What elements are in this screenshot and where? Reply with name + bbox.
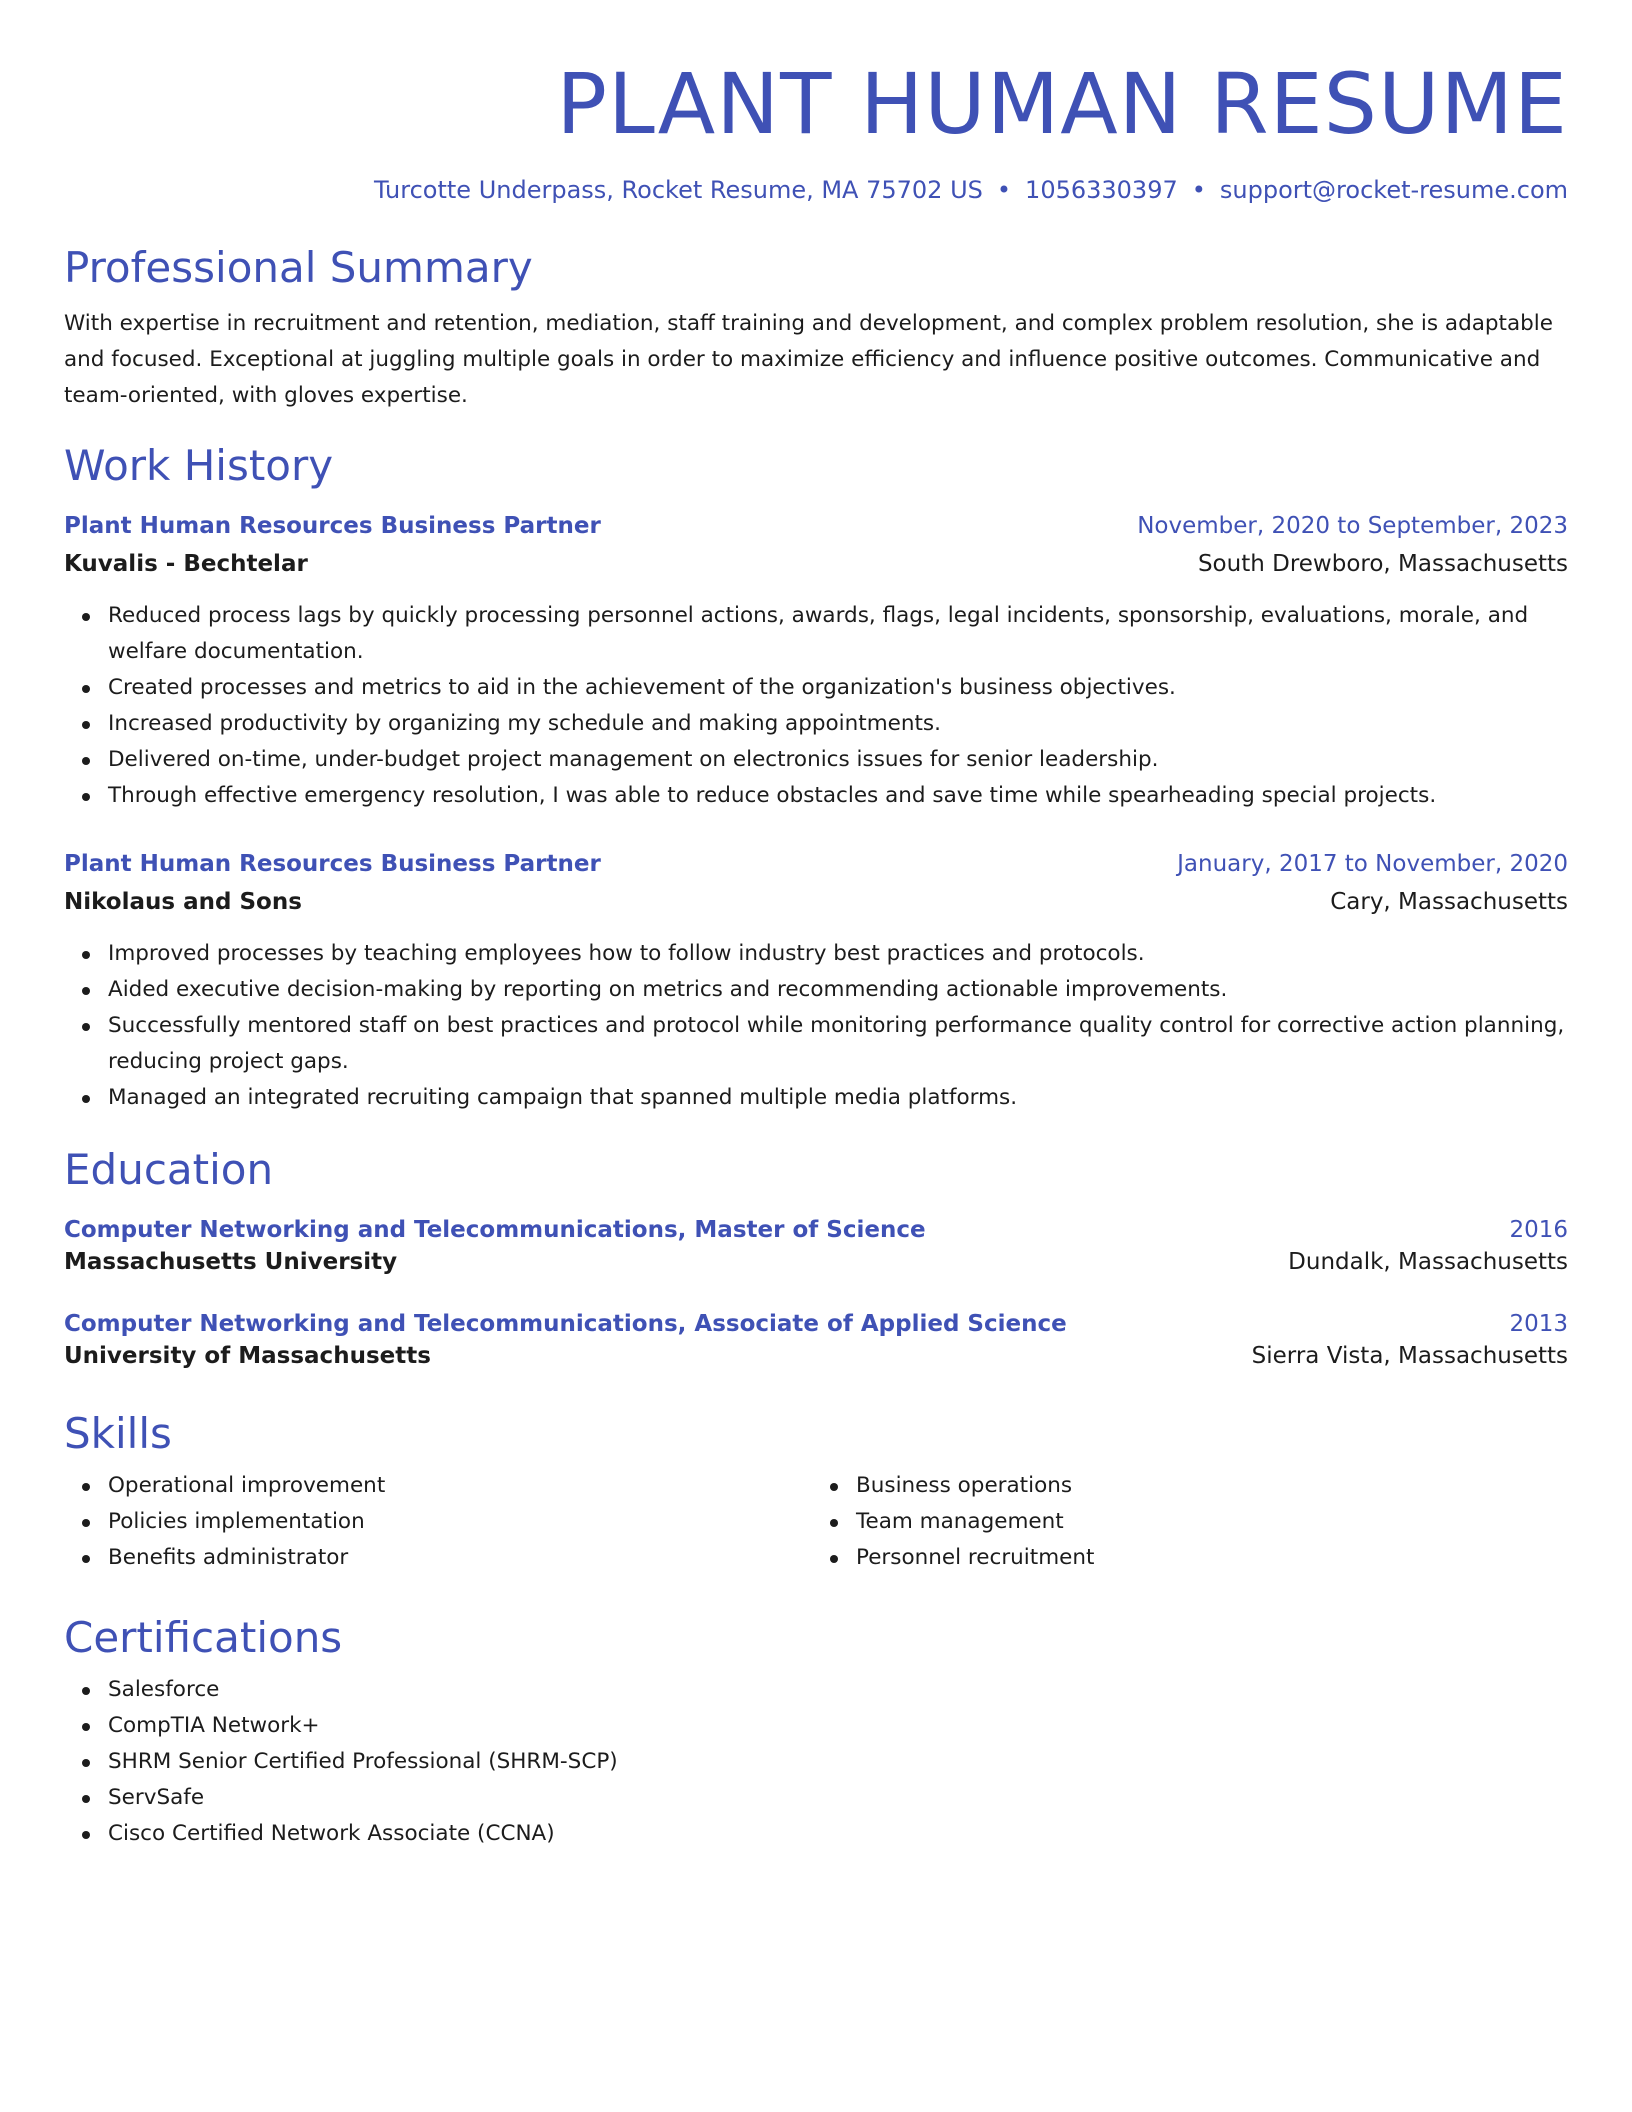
list-item: Improved processes by teaching employees how to follow industry best practices and protocols. xyxy=(108,936,1568,972)
job-title: Plant Human Resources Business Partner xyxy=(64,851,601,877)
certifications-list xyxy=(64,1672,1568,1852)
contact-separator: • xyxy=(996,176,1012,204)
list-item: Managed an integrated recruiting campaign that spanned multiple media platforms. xyxy=(108,1080,1568,1116)
education-header-row xyxy=(64,1214,1568,1246)
education-school: Massachusetts University xyxy=(64,1249,398,1275)
list-item: Business operations xyxy=(856,1468,1568,1504)
education-school-row xyxy=(64,1246,1568,1278)
job-entry xyxy=(64,848,1568,1116)
section-title-work: Work History xyxy=(64,441,334,490)
list-item: Reduced process lags by quickly processing personnel actions, awards, flags, legal incidents, sponsorship, evaluations, morale, and welfare documentation. xyxy=(108,598,1568,670)
list-item: CompTIA Network+ xyxy=(108,1708,1568,1744)
contact-email: support@rocket-resume.com xyxy=(1219,176,1568,204)
job-bullet-list xyxy=(64,598,1568,814)
summary-section xyxy=(64,242,1568,414)
certifications-section xyxy=(64,1612,1568,1852)
education-year: 2013 xyxy=(1509,1311,1568,1337)
summary-text: With expertise in recruitment and retention, mediation, staff training and development, and complex problem resolution, she is adaptable and focused. Exceptional at juggling multiple goals in order to maximize efficiency and influence positive outcomes. Communicative and team-oriented, with gloves expertise. xyxy=(64,311,1554,408)
job-company: Nikolaus and Sons xyxy=(64,889,302,915)
skills-list-right xyxy=(816,1468,1568,1576)
section-title-certifications: Certifications xyxy=(64,1613,343,1662)
contact-line xyxy=(64,174,1568,206)
contact-phone: 1056330397 xyxy=(1025,176,1178,204)
education-entry xyxy=(64,1308,1568,1372)
skills-list-left xyxy=(64,1468,816,1576)
job-company-row xyxy=(64,548,1568,580)
list-item: Successfully mentored staff on best practices and protocol while monitoring performance quality control for corrective action planning, reducing project gaps. xyxy=(108,1008,1568,1080)
skills-section xyxy=(64,1408,1568,1576)
education-school: University of Massachusetts xyxy=(64,1343,431,1369)
job-company-row xyxy=(64,886,1568,918)
education-year: 2016 xyxy=(1509,1217,1568,1243)
skills-grid xyxy=(64,1468,1568,1576)
list-item: SHRM Senior Certified Professional (SHRM-SCP) xyxy=(108,1744,1568,1780)
job-entry xyxy=(64,510,1568,814)
list-item: ServSafe xyxy=(108,1780,1568,1816)
job-title: Plant Human Resources Business Partner xyxy=(64,513,601,539)
education-degree: Computer Networking and Telecommunications, Associate of Applied Science xyxy=(64,1311,1067,1337)
list-item: Increased productivity by organizing my schedule and making appointments. xyxy=(108,706,1568,742)
section-title-summary: Professional Summary xyxy=(64,243,533,292)
job-location: Cary, Massachusetts xyxy=(1330,889,1568,915)
list-item: Personnel recruitment xyxy=(856,1540,1568,1576)
job-header-row xyxy=(64,510,1568,542)
job-bullet-list xyxy=(64,936,1568,1116)
list-item: Aided executive decision-making by reporting on metrics and recommending actionable improvements. xyxy=(108,972,1568,1008)
job-company: Kuvalis - Bechtelar xyxy=(64,551,308,577)
list-item: Team management xyxy=(856,1504,1568,1540)
list-item: Created processes and metrics to aid in the achievement of the organization's business objectives. xyxy=(108,670,1568,706)
section-title-skills: Skills xyxy=(64,1409,172,1458)
contact-separator: • xyxy=(1191,176,1206,204)
education-degree: Computer Networking and Telecommunications, Master of Science xyxy=(64,1217,926,1243)
job-header-row xyxy=(64,848,1568,880)
candidate-name: PLANT HUMAN RESUME xyxy=(556,55,1568,153)
contact-address: Turcotte Underpass, Rocket Resume, MA 75702 US xyxy=(374,176,983,204)
education-section xyxy=(64,1144,1568,1372)
education-entry xyxy=(64,1214,1568,1278)
education-location: Sierra Vista, Massachusetts xyxy=(1251,1343,1568,1369)
list-item: Operational improvement xyxy=(108,1468,816,1504)
list-item: Delivered on-time, under-budget project management on electronics issues for senior leadership. xyxy=(108,742,1568,778)
list-item: Benefits administrator xyxy=(108,1540,816,1576)
list-item: Through effective emergency resolution, I was able to reduce obstacles and save time while spearheading special projects. xyxy=(108,778,1568,814)
section-title-education: Education xyxy=(64,1145,274,1194)
list-item: Cisco Certified Network Associate (CCNA) xyxy=(108,1816,1568,1852)
list-item: Policies implementation xyxy=(108,1504,816,1540)
job-dates: January, 2017 to November, 2020 xyxy=(1177,851,1568,877)
education-header-row xyxy=(64,1308,1568,1340)
education-location: Dundalk, Massachusetts xyxy=(1288,1249,1568,1275)
job-dates: November, 2020 to September, 2023 xyxy=(1137,513,1568,539)
job-location: South Drewboro, Massachusetts xyxy=(1197,551,1568,577)
education-school-row xyxy=(64,1340,1568,1372)
work-history-section xyxy=(64,440,1568,1116)
list-item: Salesforce xyxy=(108,1672,1568,1708)
